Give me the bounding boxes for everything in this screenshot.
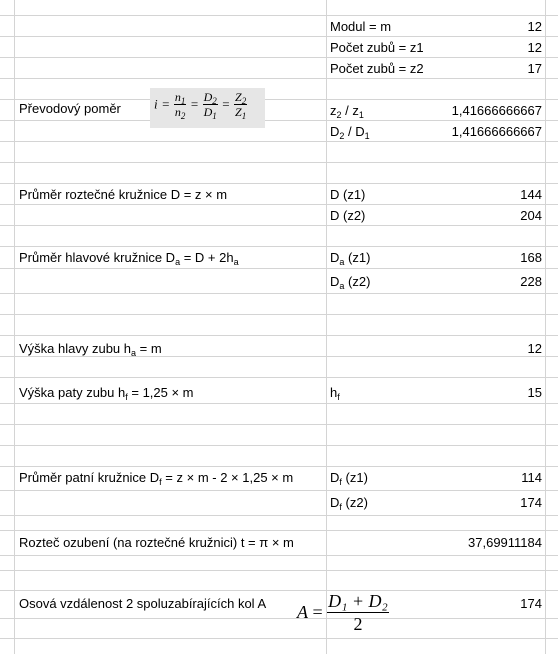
column-line [326,0,327,654]
tip-circle-label[interactable]: Průměr hlavové kružnice $D_a = D + 2h_a$ [19,250,239,267]
dedendum-value[interactable]: 15 [527,385,542,400]
pitch-circle-z1-label[interactable]: D (z1) [330,187,366,202]
row-line [0,204,558,205]
row-line [0,424,558,425]
z1-value[interactable]: 12 [527,40,542,55]
tip-circle-z2-value[interactable]: 228 [520,274,542,289]
row-line [0,590,558,591]
z1-label[interactable]: Počet zubů = z1 [330,40,424,55]
gear-ratio-label[interactable]: Převodový poměr [19,101,121,116]
row-line [0,120,558,121]
gear-ratio-z-label[interactable]: $z_2 / z_1$ [330,103,364,120]
column-line [545,0,546,654]
row-line [0,490,558,491]
pitch-circle-z2-label[interactable]: D (z2) [330,208,366,223]
pitch-circle-z2-value[interactable]: 204 [520,208,542,223]
row-line [0,268,558,269]
gear-ratio-z-value[interactable]: 1,41666666667 [451,103,542,118]
row-line [0,246,558,247]
formula-z-ratio: $\frac{Z_2}{Z_1}$ [235,90,247,121]
row-line [0,445,558,446]
row-line [0,78,558,79]
row-line [0,515,558,516]
row-line [0,466,558,467]
tip-circle-z1-value[interactable]: 168 [520,250,542,265]
row-line [0,638,558,639]
pitch-circle-z1-value[interactable]: 144 [520,187,542,202]
dedendum-row-label[interactable]: $h_f$ [330,385,340,402]
row-line [0,99,558,100]
row-line [0,356,558,357]
row-line [0,57,558,58]
modul-value[interactable]: 12 [527,19,542,34]
row-line [0,570,558,571]
row-line [0,555,558,556]
z2-label[interactable]: Počet zubů = z2 [330,61,424,76]
addendum-label[interactable]: Výška hlavy zubu $h_a = m$ [19,341,162,358]
root-circle-z1-value[interactable]: 114 [521,470,542,485]
row-line [0,141,558,142]
row-line [0,314,558,315]
gear-ratio-formula-image[interactable]: i = $\frac{n_1}{n_2}$ = $\frac{D_2}{D_1}$ = $\frac{Z_2}{Z_1}$ [150,88,265,128]
root-circle-z2-value[interactable]: 174 [520,495,542,510]
column-line [14,0,15,654]
row-line [0,530,558,531]
row-line [0,293,558,294]
gear-ratio-d-label[interactable]: $D_2 / D_1$ [330,124,370,141]
root-circle-z1-label[interactable]: $D_f$ (z1) [330,470,368,487]
row-line [0,15,558,16]
pitch-circle-label[interactable]: Průměr roztečné kružnice D = z × m [19,187,228,202]
row-line [0,335,558,336]
row-line [0,36,558,37]
formula-i: i [154,96,158,112]
row-line [0,403,558,404]
formula-n-ratio: $\frac{n_1}{n_2}$ [174,90,186,121]
tip-circle-z1-label[interactable]: $D_a$ (z1) [330,250,371,267]
center-distance-fraction: $\frac{\text{D₁ + D₂}}{2}$ [328,591,388,634]
dedendum-label[interactable]: Výška paty zubu $h_f = 1,25 \times m$ [19,385,194,402]
tip-circle-z2-label[interactable]: $D_a$ (z2) [330,274,371,291]
addendum-value[interactable]: 12 [527,341,542,356]
gear-ratio-d-value[interactable]: 1,41666666667 [451,124,542,139]
pitch-label[interactable]: Rozteč ozubení (na roztečné kružnici) t = π × m [19,535,294,550]
center-distance-value[interactable]: 174 [520,596,542,611]
root-circle-label[interactable]: Průměr patní kružnice $D_f = z \times m - 2 \times 1,25 \times m$ [19,470,294,487]
row-line [0,377,558,378]
center-distance-label[interactable]: Osová vzdálenost 2 spoluzabírajících kol A [19,596,267,611]
row-line [0,225,558,226]
row-line [0,183,558,184]
row-line [0,618,558,619]
pitch-value[interactable]: 37,69911184 [468,535,542,550]
root-circle-z2-label[interactable]: $D_f$ (z2) [330,495,368,512]
modul-label[interactable]: Modul = m [330,19,392,34]
formula-d-ratio: $\frac{D_2}{D_1}$ [203,90,217,121]
center-distance-formula-image[interactable]: A = $\frac{\text{D₁ + D₂}}{2}$ [297,591,388,634]
row-line [0,162,558,163]
z2-value[interactable]: 17 [527,61,542,76]
